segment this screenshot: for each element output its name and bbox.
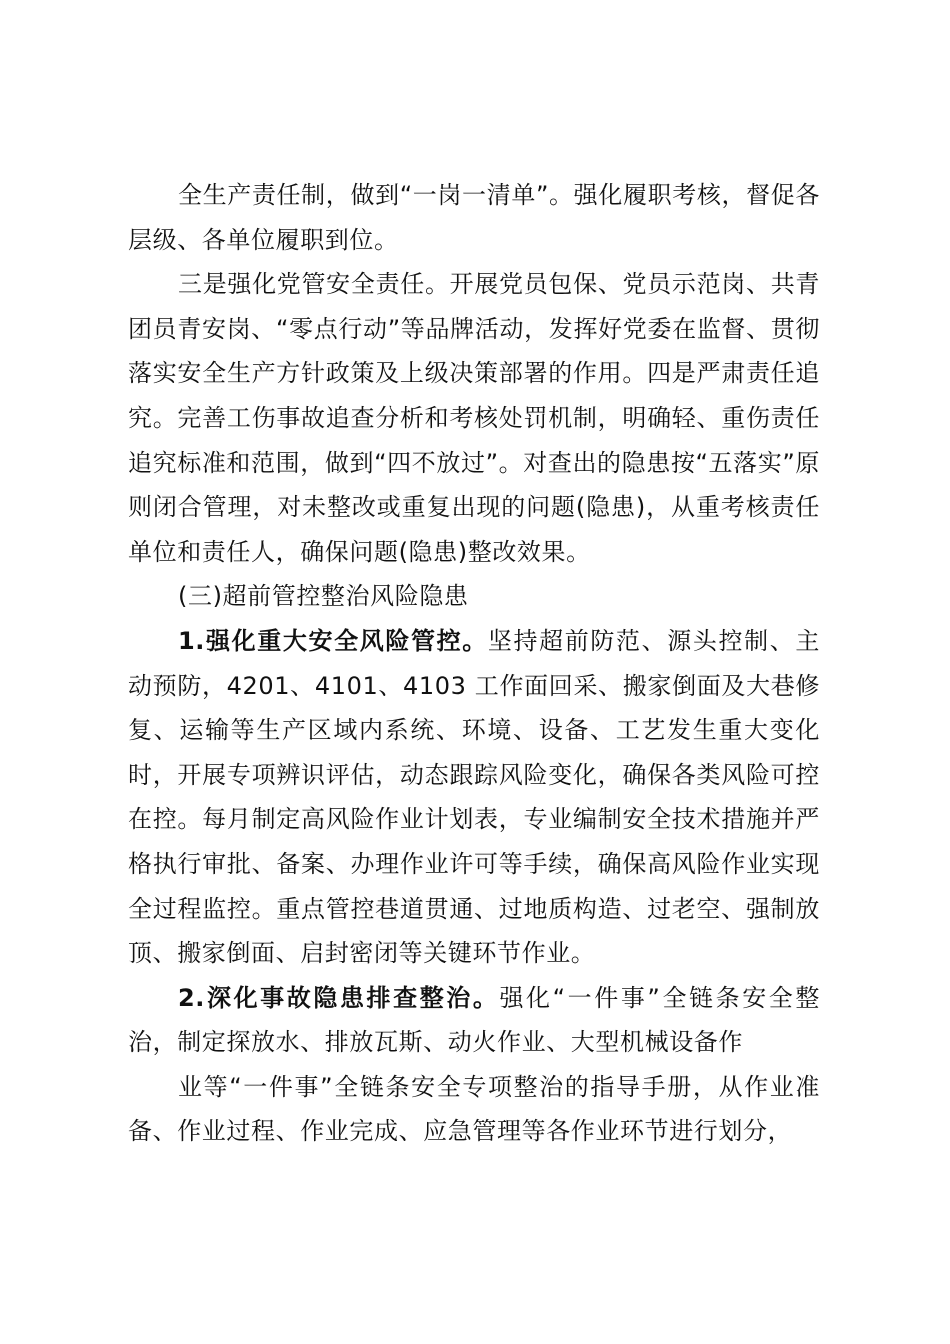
paragraph-major-risk-control xyxy=(128,619,820,976)
paragraph-responsibility-checklist xyxy=(128,173,820,262)
paragraph-text: 三是强化党管安全责任。开展党员包保、党员示范岗、共青团员青安岗、“零点行动”等品牌活动，发挥好党委在监督、贯彻落实安全生产方针政策及上级决策部署的作用。四是严肃责任追究。完善工伤事故追查分析和考核处罚机制，明确轻、重伤责任追究标准和范围，做到“四不放过”。对查出的隐患按“五落实”原则闭合管理，对未整改或重复出现的问题(隐患)，从重考核责任单位和责任人，确保问题(隐患)整改效果。 xyxy=(128,270,820,566)
paragraph-text: 坚持超前防范、源头控制、主动预防，4201、4101、4103 工作面回采、搬家倒面及大巷修复、运输等生产区域内系统、环境、设备、工艺发生重大变化时，开展专项辨识评估，动态跟踪风险变化，确保各类风险可控在控。每月制定高风险作业计划表，专业编制安全技术措施并严格执行审批、备案、办理作业许可等手续，确保高风险作业实现全过程监控。重点管控巷道贯通、过地质构造、过老空、强制放顶、搬家倒面、启封密闭等关键环节作业。 xyxy=(128,626,820,968)
paragraph-lead-heading: 2.深化事故隐患排查整治。 xyxy=(178,983,500,1012)
paragraph-lead-heading: 1.强化重大安全风险管控。 xyxy=(178,626,488,655)
section-heading-risk-control xyxy=(128,574,820,619)
paragraph-text: 强化“一件事”全链条安全整治，制定探放水、排放瓦斯、动火作业、大型机械设备作 xyxy=(128,983,820,1057)
paragraph-text: 业等“一件事”全链条安全专项整治的指导手册，从作业准备、作业过程、作业完成、应急管理等各作业环节进行划分， xyxy=(128,1072,820,1146)
paragraph-party-safety-responsibility xyxy=(128,262,820,574)
paragraph-text: 全生产责任制，做到“一岗一清单”。强化履职考核，督促各层级、各单位履职到位。 xyxy=(128,181,820,254)
document-body xyxy=(128,173,820,1154)
paragraph-hazard-investigation xyxy=(128,976,820,1065)
paragraph-guidance-manual xyxy=(128,1065,820,1154)
section-heading-text: (三)超前管控整治风险隐患 xyxy=(178,582,469,611)
